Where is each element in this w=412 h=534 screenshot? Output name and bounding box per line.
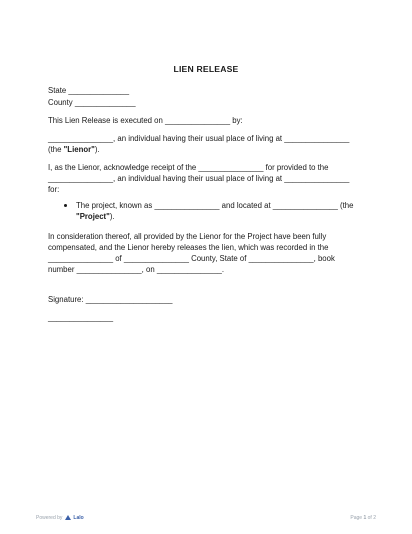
ack-line-1: I, as the Lienor, acknowledge receipt of the _______________ for provided to the bbox=[48, 163, 329, 172]
lienor-term: "Lienor" bbox=[63, 145, 95, 154]
county-line: County ______________ bbox=[48, 98, 136, 107]
signature-line: Signature: ____________________ bbox=[48, 295, 173, 304]
document-title: LIEN RELEASE bbox=[173, 64, 239, 74]
ack-line-3: for: bbox=[48, 185, 60, 194]
lienor-suffix: ). bbox=[94, 145, 100, 154]
bullet-line-1: The project, known as _______________ and located at _______________ (the bbox=[76, 201, 354, 210]
executed-line: This Lien Release is executed on _______________ by: bbox=[48, 116, 243, 125]
consideration-line-1: In consideration thereof, all provided by the Lienor for the Project have been fully bbox=[48, 232, 327, 241]
page-current: 1 bbox=[363, 515, 367, 521]
page-total: 2 bbox=[373, 515, 376, 521]
bullet-line-2 bbox=[76, 211, 364, 222]
consideration-line-3: _______________ of _______________ County, State of _______________, book bbox=[48, 254, 335, 263]
powered-by bbox=[36, 515, 84, 521]
project-term: "Project" bbox=[76, 212, 110, 222]
project-suffix: ). bbox=[109, 212, 115, 222]
ack-line-2: _______________, an individual having their usual place of living at _______________ bbox=[48, 174, 350, 183]
page-number bbox=[350, 515, 376, 521]
consideration-line-2: compensated, and the Lienor hereby releases the lien, which was recorded in the bbox=[48, 243, 329, 252]
page-of: of bbox=[367, 515, 372, 521]
blank-line: _______________ bbox=[48, 313, 114, 322]
project-bullet bbox=[48, 200, 364, 224]
page-label: Page bbox=[350, 515, 363, 521]
bullet-dot bbox=[64, 204, 67, 207]
lienor-line-1: _______________, an individual having their usual place of living at _______________ bbox=[48, 134, 350, 143]
lienor-prefix: (the bbox=[48, 145, 64, 154]
brand-name: Lalo bbox=[73, 515, 84, 521]
lalo-logo-icon bbox=[65, 515, 71, 520]
lienor-line-2 bbox=[48, 144, 364, 155]
powered-by-label: Powered by bbox=[36, 515, 63, 521]
state-line: State ______________ bbox=[48, 86, 130, 95]
consideration-line-4: number _______________, on _______________. bbox=[48, 265, 225, 274]
